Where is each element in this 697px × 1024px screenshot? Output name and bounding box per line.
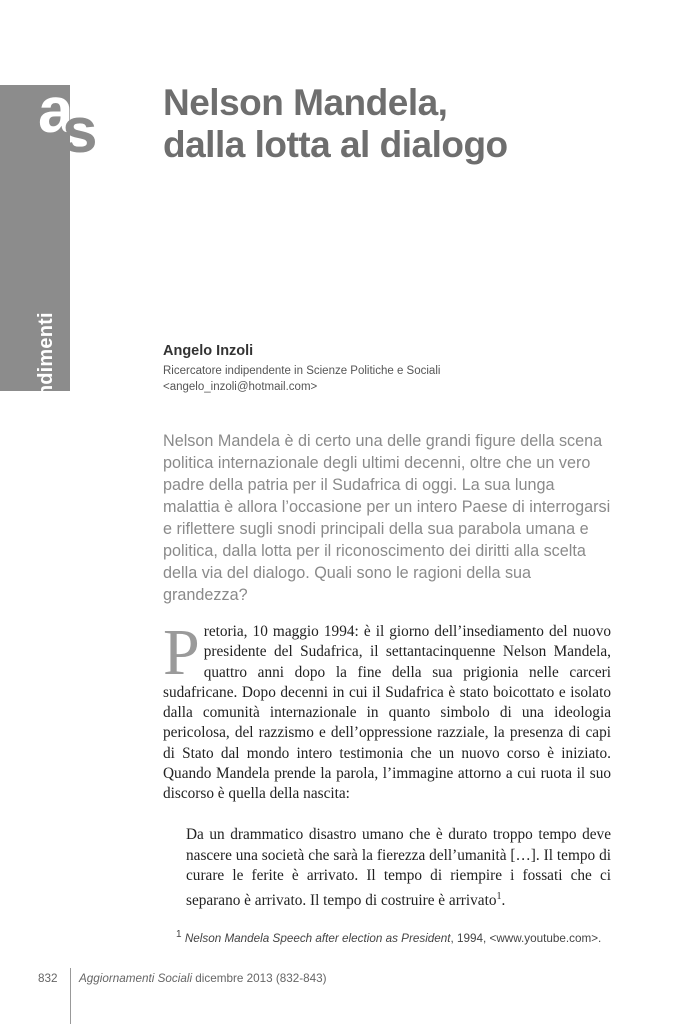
journal-logo bbox=[38, 74, 108, 166]
body-text: retoria, 10 maggio 1994: è il giorno dell’insediamento del nuovo presidente del Sudafrica, il settantacinquenne Nelson Mandela, quattro anni dopo la fine della sua prigionia nelle carceri sudafricane. Dopo decenni in cui il Sudafrica è stato boicottato e isolato dalla comunità internazionale in quanto simbolo di una ideologia pericolosa, del razzismo e dell’oppressione razziale, la presenza di capi di Stato dal mondo intero testimonia che un nuovo corso è iniziato. Quando Mandela prende la parola, l’immagine attorno a cui ruota il suo discorso è quella della nascita: bbox=[163, 623, 611, 803]
footnote-number: 1 bbox=[176, 929, 182, 940]
title-line-2: dalla lotta al dialogo bbox=[163, 124, 508, 165]
quote-text: Da un drammatico disastro umano che è durato troppo tempo deve nascere una società che sarà la fierezza dell’umanità […]. Il tempo di curare le ferite è arrivato. Il tempo di riempire i fossati che ci separano è arrivato. Il tempo di costruire è arrivato bbox=[186, 826, 611, 909]
drop-cap: P bbox=[163, 616, 200, 689]
page-number: 832 bbox=[38, 972, 58, 985]
article-title bbox=[163, 82, 643, 166]
logo-letter-a: a bbox=[38, 74, 74, 146]
author-block bbox=[163, 343, 643, 395]
journal-name: Aggiornamenti Sociali bbox=[79, 972, 193, 985]
abstract: Nelson Mandela è di certo una delle grandi figure della scena politica internazionale degli ultimi decenni, oltre che un vero padre della patria per il Sudafrica di oggi. La sua lunga malattia è allora l’occasione per un intero Paese di interrogarsi e riflettere sugli snodi principali della sua parabola umana e politica, dalla lotta per il riconoscimento dei diritti alla scelta della via del dialogo. Quali sono le ragioni della sua grandezza? bbox=[163, 432, 611, 604]
author-affiliation: Ricercatore indipendente in Scienze Politiche e Sociali bbox=[163, 365, 441, 377]
block-quote bbox=[186, 825, 611, 911]
journal-issue: dicembre 2013 (832-843) bbox=[192, 972, 327, 985]
author-email: <angelo_inzoli@hotmail.com> bbox=[163, 381, 318, 393]
title-line-1: Nelson Mandela, bbox=[163, 82, 448, 123]
footnote-source: , 1994, <www.youtube.com>. bbox=[450, 931, 602, 945]
body-paragraph bbox=[163, 616, 611, 805]
footnote-reference[interactable]: 1 bbox=[496, 890, 502, 902]
quote-end: . bbox=[501, 891, 506, 909]
section-label: approfondimenti bbox=[35, 312, 57, 473]
author-name: Angelo Inzoli bbox=[163, 343, 254, 359]
journal-citation bbox=[79, 972, 327, 985]
footnote-title: Nelson Mandela Speech after election as President bbox=[184, 931, 451, 945]
footnote bbox=[176, 929, 626, 945]
footer-divider bbox=[70, 968, 71, 1024]
logo-letter-s: s bbox=[62, 94, 98, 166]
